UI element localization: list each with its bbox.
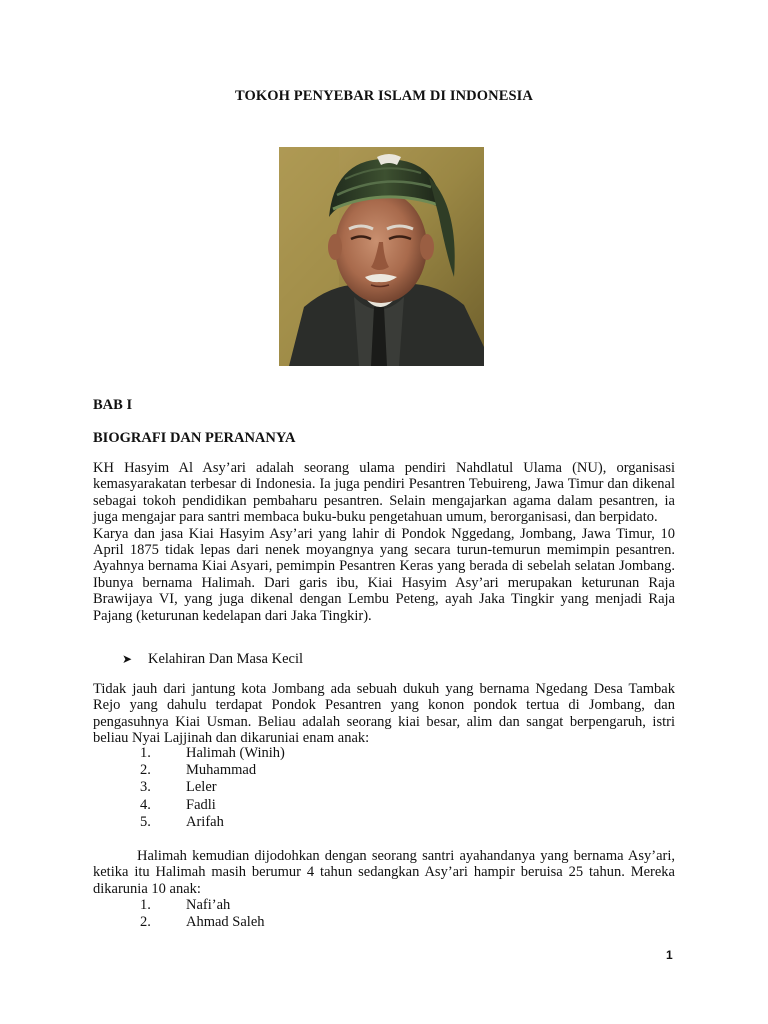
paragraph-lineage: Karya dan jasa Kiai Hasyim Asy’ari yang lahir di Pondok Nggedang, Jombang, Jawa Timur, 10 April 1875 tidak lepas dari nenek moyangnya yang secara turun-temurun memimpin pesantren. Ayahnya bernama Kiai Asyari, pemimpin Pesantren Keras yang berada di sebelah selatan Jombang. Ibunya bernama Halimah. Dari garis ibu, Kiai Hasyim Asy’ari merupakan keturunan Raja Brawijaya VI, yang juga dikenal dengan Lembu Peteng, ayah Jaka Tingkir yang menjadi Raja Pajang (keturunan kedelapan dari Jaka Tingkir).: [93, 525, 675, 624]
children-list: [140, 745, 285, 831]
biography-text: [93, 460, 675, 624]
grandchildren-list: [140, 897, 265, 931]
document-title: TOKOH PENYEBAR ISLAM DI INDONESIA: [235, 88, 533, 104]
section-heading: BIOGRAFI DAN PERANANYA: [93, 430, 296, 446]
page-number: 1: [666, 948, 673, 962]
list-item: 1. Halimah (Winih): [140, 745, 285, 761]
bullet-heading-label: Kelahiran Dan Masa Kecil: [148, 651, 304, 667]
list-item: 2. Muhammad: [140, 762, 257, 779]
list-item: 5. Arifah: [140, 813, 224, 830]
list-item: 3. Leler: [140, 779, 217, 796]
portrait-photo: [279, 147, 484, 366]
paragraph-childhood: Tidak jauh dari jantung kota Jombang ada sebuah dukuh yang bernama Ngedang Desa Tambak Rejo yang dahulu terdapat Pondok Pesantren yang konon pondok tertua di Jombang, dan pengasuhnya Kiai Usman. Beliau adalah seorang kiai besar, alim dan sangat berpengaruh, istri beliau Nyai Lajjinah dan dikaruniai enam anak:: [93, 681, 675, 747]
marriage-text: [93, 848, 675, 897]
paragraph-marriage: Halimah kemudian dijodohkan dengan seorang santri ayahandanya yang bernama Asy’ari, ketika itu Halimah masih berumur 4 tahun sedangkan Asy’ari hampir beruisa 25 tahun. Mereka dikarunia 10 anak:: [93, 848, 675, 897]
list-item: 2. Ahmad Saleh: [140, 914, 265, 931]
list-item: 1. Nafi’ah: [140, 897, 231, 913]
chapter-heading: BAB I: [93, 397, 133, 413]
arrow-bullet-icon: ➤: [122, 652, 133, 666]
list-item: 4. Fadli: [140, 796, 216, 813]
bullet-heading: [122, 651, 303, 668]
childhood-text: [93, 681, 675, 747]
paragraph-intro: KH Hasyim Al Asy’ari adalah seorang ulama pendiri Nahdlatul Ulama (NU), organisasi kemasyarakatan terbesar di Indonesia. Ia juga pendiri Pesantren Tebuireng, Jawa Timur dan dikenal sebagai tokoh pendidikan pembaharu pesantren. Selain mengajarkan agama dalam pesantren, ia juga mengajar para santri membaca buku-buku pengetahuan umum, berorganisasi, dan berpidato.: [93, 460, 675, 526]
